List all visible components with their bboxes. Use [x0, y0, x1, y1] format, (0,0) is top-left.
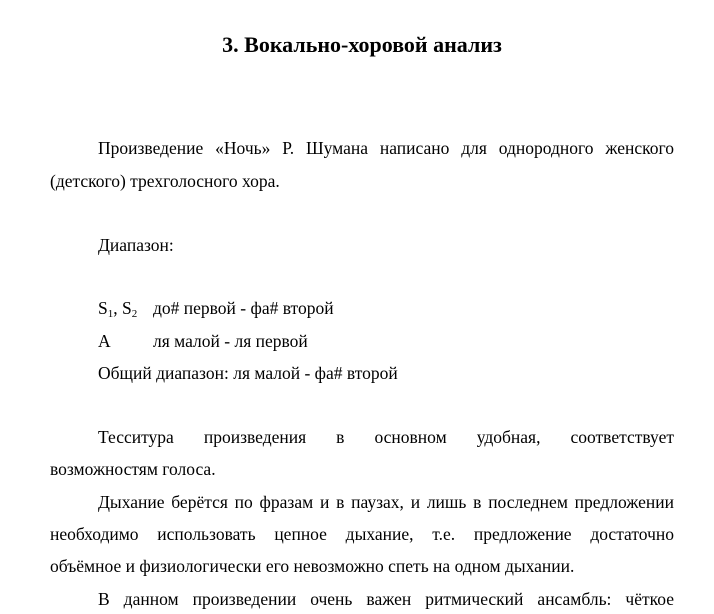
intro-paragraph-line-1: Произведение «Ночь» Р. Шумана написано для однородного женского [98, 138, 674, 158]
tessitura-line-2: возможностям голоса. [50, 459, 216, 479]
breathing-line-1: Дыхание берётся по фразам и в паузах, и лишь в последнем предложении [98, 492, 674, 512]
section-title: 3. Вокально-хоровой анализ [222, 32, 502, 57]
breathing-line-2: необходимо использовать цепное дыхание, т.е. предложение достаточно [50, 524, 674, 544]
rhythm-line-1: В данном произведении очень важен ритмический ансамбль: чёткое [98, 589, 674, 609]
total-range: Общий диапазон: ля малой - фа# второй [98, 363, 398, 383]
range-value-alto: ля малой - ля первой [153, 331, 308, 351]
tessitura-line-1: Тесситура произведения в основном удобная, соответствует [98, 427, 674, 447]
voice-label-alto: A [98, 331, 111, 351]
intro-paragraph-line-2: (детского) трехголосного хора. [50, 171, 280, 191]
voice-label-soprano: $S_1$, $S_2$ [98, 298, 138, 320]
breathing-line-3: объёмное и физиологически его невозможно спеть на одном дыхании. [50, 556, 575, 576]
range-value-soprano: до# первой - фа# второй [153, 298, 334, 318]
range-soprano [98, 297, 674, 319]
range-alto [98, 330, 674, 352]
range-heading: Диапазон: [98, 235, 174, 255]
